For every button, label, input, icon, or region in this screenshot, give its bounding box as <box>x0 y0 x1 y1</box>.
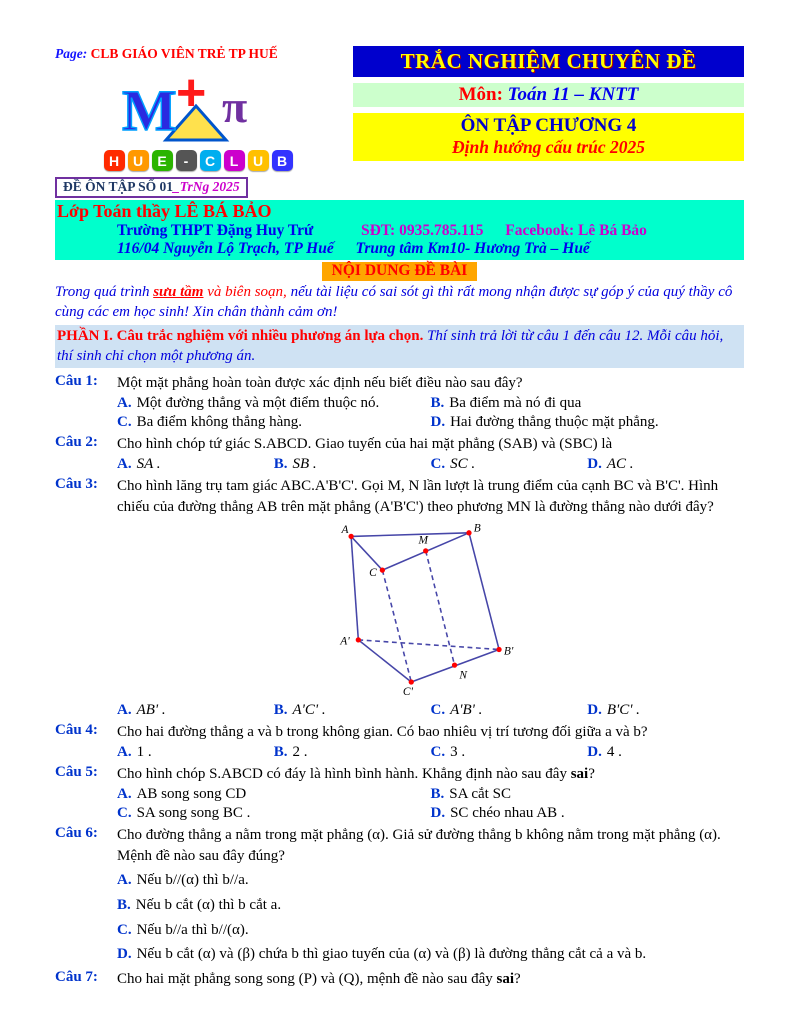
option-text: Hai đường thẳng thuộc mặt phẳng. <box>450 414 659 430</box>
option-key: B. <box>430 395 445 411</box>
vertex-label-a-prime: A' <box>340 635 350 648</box>
question-1 <box>55 373 744 431</box>
question-body <box>117 969 744 990</box>
question-4 <box>55 722 744 761</box>
option-text: Nếu b//a thì b//(α). <box>136 921 249 938</box>
hue-club-letter: E <box>152 150 173 171</box>
header <box>55 46 744 198</box>
option-b <box>274 456 431 473</box>
question-label: Câu 2: <box>55 434 98 450</box>
option-c <box>117 414 431 431</box>
option-key: B. <box>117 896 131 913</box>
content-header-row <box>55 262 744 281</box>
option-key: A. <box>117 395 132 411</box>
intro-seg-4: nếu tài liệu có sai sót gì thì rất mong nhận được sự góp ý của quý thầy cô cùng các em học sinh! Xin chân thành cảm ơn! <box>55 284 733 321</box>
option-a <box>117 456 274 473</box>
option-a <box>117 702 274 719</box>
option-text: AB song song CD <box>136 786 247 802</box>
option-key: B. <box>273 744 288 760</box>
hue-club-letter: U <box>248 150 269 171</box>
option-b <box>274 744 431 761</box>
option-key: D. <box>587 456 602 472</box>
vertex-label-b: B <box>473 522 481 535</box>
option-text: A'B' . <box>450 702 483 718</box>
option-key: D. <box>587 744 602 760</box>
question-6 <box>55 825 744 966</box>
option-text: SC . <box>450 456 476 472</box>
option-key: A. <box>117 786 132 802</box>
question-7 <box>55 969 744 990</box>
option-key: A. <box>117 744 132 760</box>
option-a <box>117 870 744 892</box>
question-body <box>117 476 744 719</box>
option-b <box>117 895 744 917</box>
vertex-label-a: A <box>341 523 349 536</box>
option-key: D. <box>117 946 132 963</box>
question-text <box>117 764 744 785</box>
club-name: CLB GIÁO VIÊN TRẺ TP HUẾ <box>90 46 278 61</box>
subject-label: Môn: <box>458 84 503 105</box>
club-logo <box>55 64 341 148</box>
options <box>117 395 744 431</box>
header-left <box>55 46 341 198</box>
option-key: A. <box>117 872 132 888</box>
option-d <box>431 414 745 431</box>
content-header: NỘI DUNG ĐỀ BÀI <box>322 262 478 281</box>
option-text: Nếu b cắt (α) và (β) chứa b thì giao tuyến của (α) và (β) là đường thẳng cắt cả a và b. <box>136 946 647 963</box>
teacher-address-line <box>57 240 740 258</box>
option-d <box>117 944 744 966</box>
vertex-label-c: C <box>369 567 377 580</box>
option-key: B. <box>273 456 288 472</box>
option-key: D. <box>430 805 446 821</box>
option-a <box>117 786 431 803</box>
vertex-label-n: N <box>459 669 467 682</box>
question-text-tail: ? <box>588 766 595 782</box>
question-text <box>117 476 744 518</box>
hue-club-letter: C <box>200 150 221 171</box>
option-text: 1 . <box>136 744 152 760</box>
option-d <box>431 805 745 822</box>
option-key: C. <box>117 414 132 430</box>
question-text <box>117 825 744 867</box>
question-text <box>117 969 744 990</box>
option-text: Ba điểm không thẳng hàng. <box>136 414 302 430</box>
question-list <box>55 373 744 990</box>
logo-m-glyph: M <box>122 78 177 143</box>
address-2: Trung tâm Km10- Hương Trà – Huế <box>355 240 590 257</box>
options <box>117 870 744 966</box>
subject-banner <box>353 83 744 107</box>
question-text-main: Cho hình chóp S.ABCD có đáy là hình bình hành. Khẳng định nào sau đây <box>117 766 571 782</box>
math-logo-icon <box>118 64 278 148</box>
exam-set-box <box>55 177 248 198</box>
phone-label: SĐT: <box>361 222 396 239</box>
option-key: C. <box>430 744 446 760</box>
teacher-info-block <box>55 200 744 260</box>
hue-club-letter: L <box>224 150 245 171</box>
question-body <box>117 434 744 473</box>
hue-club-letter: U <box>128 150 149 171</box>
option-b <box>431 395 745 412</box>
option-a <box>117 395 431 412</box>
teacher-contact-line <box>57 222 740 240</box>
intro-note <box>55 282 744 323</box>
exam-set-title: ĐỀ ÔN TẬP SỐ 01 <box>63 179 174 194</box>
class-title: Lớp Toán thầy LÊ BÁ BẢO <box>57 201 272 221</box>
hue-club-letter: B <box>272 150 293 171</box>
option-key: A. <box>117 456 132 472</box>
intro-seg-red: và biên soạn, <box>203 284 287 300</box>
vertex-label-c-prime: C' <box>402 686 413 699</box>
option-key: C. <box>117 805 132 821</box>
vertex-label-b-prime: B' <box>503 645 514 658</box>
exam-set-suffix: _TrNg 2025 <box>173 179 240 194</box>
intro-seg-1: Trong quá trình <box>55 284 154 300</box>
logo-pi-glyph: π <box>222 81 248 132</box>
option-text: Một đường thẳng và một điểm thuộc nó. <box>136 395 380 411</box>
subject-value: Toán 11 – KNTT <box>507 84 639 105</box>
option-c <box>117 805 431 822</box>
facebook-label: Facebook: <box>505 222 575 239</box>
question-label: Câu 1: <box>55 373 98 389</box>
logo-plus-glyph: + <box>176 64 207 122</box>
question-text-main: Cho hình chóp tứ giác S.ABCD. Giao tuyến của hai mặt phẳng (SAB) và (SBC) là <box>117 436 613 452</box>
option-key: D. <box>430 414 446 430</box>
club-page-line <box>55 46 341 62</box>
options <box>117 786 744 822</box>
question-5 <box>55 764 744 822</box>
address-1: 116/04 Nguyễn Lộ Trạch, TP Huế <box>117 240 334 257</box>
option-text: 4 . <box>606 744 622 760</box>
option-d <box>587 456 744 473</box>
question-3 <box>55 476 744 719</box>
question-text <box>117 722 744 743</box>
question-body <box>117 373 744 431</box>
option-b <box>431 786 745 803</box>
option-key: D. <box>587 702 602 718</box>
hue-club-letter: H <box>104 150 125 171</box>
question-text-tail: ? <box>514 971 521 987</box>
question-text <box>117 434 744 455</box>
option-text: SA cắt SC <box>449 786 511 802</box>
triangular-prism-icon <box>333 522 528 700</box>
intro-seg-highlight: sưu tầm <box>153 284 204 300</box>
chapter-banner <box>353 113 744 161</box>
question-text-main: Cho hai mặt phẳng song song (P) và (Q), mệnh đề nào sau đây <box>117 971 497 987</box>
option-text: Ba điểm mà nó đi qua <box>449 395 582 411</box>
option-c <box>431 456 588 473</box>
question-label: Câu 4: <box>55 722 98 738</box>
chapter-title: ÔN TẬP CHƯƠNG 4 <box>460 115 637 136</box>
question-label: Câu 3: <box>55 476 98 492</box>
option-text: Nếu b cắt (α) thì b cắt a. <box>135 896 282 913</box>
option-text: 3 . <box>450 744 466 760</box>
part1-header <box>55 325 744 369</box>
question-2 <box>55 434 744 473</box>
question-label: Câu 5: <box>55 764 98 780</box>
question-body <box>117 764 744 822</box>
option-text: AB' . <box>136 702 166 718</box>
orientation-note: Định hướng cấu trúc 2025 <box>452 137 645 157</box>
option-d <box>587 702 744 719</box>
option-key: B. <box>430 786 445 802</box>
option-text: AC . <box>606 456 634 472</box>
option-d <box>587 744 744 761</box>
prism-figure <box>117 522 744 700</box>
option-text: SB . <box>292 456 317 472</box>
question-text-main: Cho hình lăng trụ tam giác ABC.A'B'C'. Gọi M, N lần lượt là trung điểm của cạnh BC và B'C'. Hình chiếu của đường thẳng AB trên mặt phẳng (A'B'C') theo phương MN là đường thẳng nào dưới đây? <box>117 478 719 515</box>
school-name: Trường THPT Đặng Huy Trứ <box>117 222 314 239</box>
vertex-label-m: M <box>418 534 428 547</box>
option-a <box>117 744 274 761</box>
option-c <box>431 744 588 761</box>
hue-club-letter: - <box>176 150 197 171</box>
facebook-name: Lê Bá Bảo <box>578 222 647 239</box>
option-key: A. <box>117 702 132 718</box>
exam-type-banner: TRẮC NGHIỆM CHUYÊN ĐỀ <box>353 46 744 77</box>
question-text-bold: sai <box>496 971 515 987</box>
option-text: SC chéo nhau AB . <box>450 805 565 821</box>
option-text: Nếu b//(α) thì b//a. <box>136 872 249 888</box>
option-b <box>274 702 431 719</box>
phone-number: 0935.785.115 <box>399 222 484 239</box>
option-text: A'C' . <box>292 702 326 718</box>
options <box>117 702 744 719</box>
option-text: SA song song BC . <box>136 805 251 821</box>
header-right <box>353 46 744 167</box>
question-text <box>117 373 744 394</box>
option-c <box>431 702 588 719</box>
question-body <box>117 722 744 761</box>
option-text: SA . <box>136 456 161 472</box>
option-key: C. <box>430 456 446 472</box>
question-label: Câu 7: <box>55 969 98 985</box>
question-body <box>117 825 744 966</box>
option-c <box>117 920 744 942</box>
page-label: Page: <box>55 46 88 61</box>
option-key: B. <box>273 702 288 718</box>
question-text-bold: sai <box>570 766 589 782</box>
options <box>117 456 744 473</box>
option-text: 2 . <box>292 744 308 760</box>
option-key: C. <box>430 702 446 718</box>
part1-instructions: Thí sinh trả lời từ câu 1 đến câu 12. Mỗi câu hỏi, thí sinh chỉ chọn một phương án. <box>57 327 724 364</box>
option-key: C. <box>117 921 132 938</box>
question-text-main: Cho đường thẳng a nằm trong mặt phẳng (α). Giả sử đường thẳng b không nằm trong mặt phẳng (α). Mệnh đề nào sau đây đúng? <box>117 827 721 864</box>
question-label: Câu 6: <box>55 825 98 841</box>
options <box>117 744 744 761</box>
option-text: B'C' . <box>606 702 640 718</box>
question-text-main: Cho hai đường thẳng a và b trong không gian. Có bao nhiêu vị trí tương đối giữa a và b? <box>117 724 648 740</box>
question-text-main: Một mặt phẳng hoàn toàn được xác định nếu biết điều nào sau đây? <box>117 375 523 391</box>
part1-label: PHẦN I. Câu trắc nghiệm với nhiều phương án lựa chọn. <box>57 327 424 344</box>
hue-club-letters <box>55 150 341 171</box>
